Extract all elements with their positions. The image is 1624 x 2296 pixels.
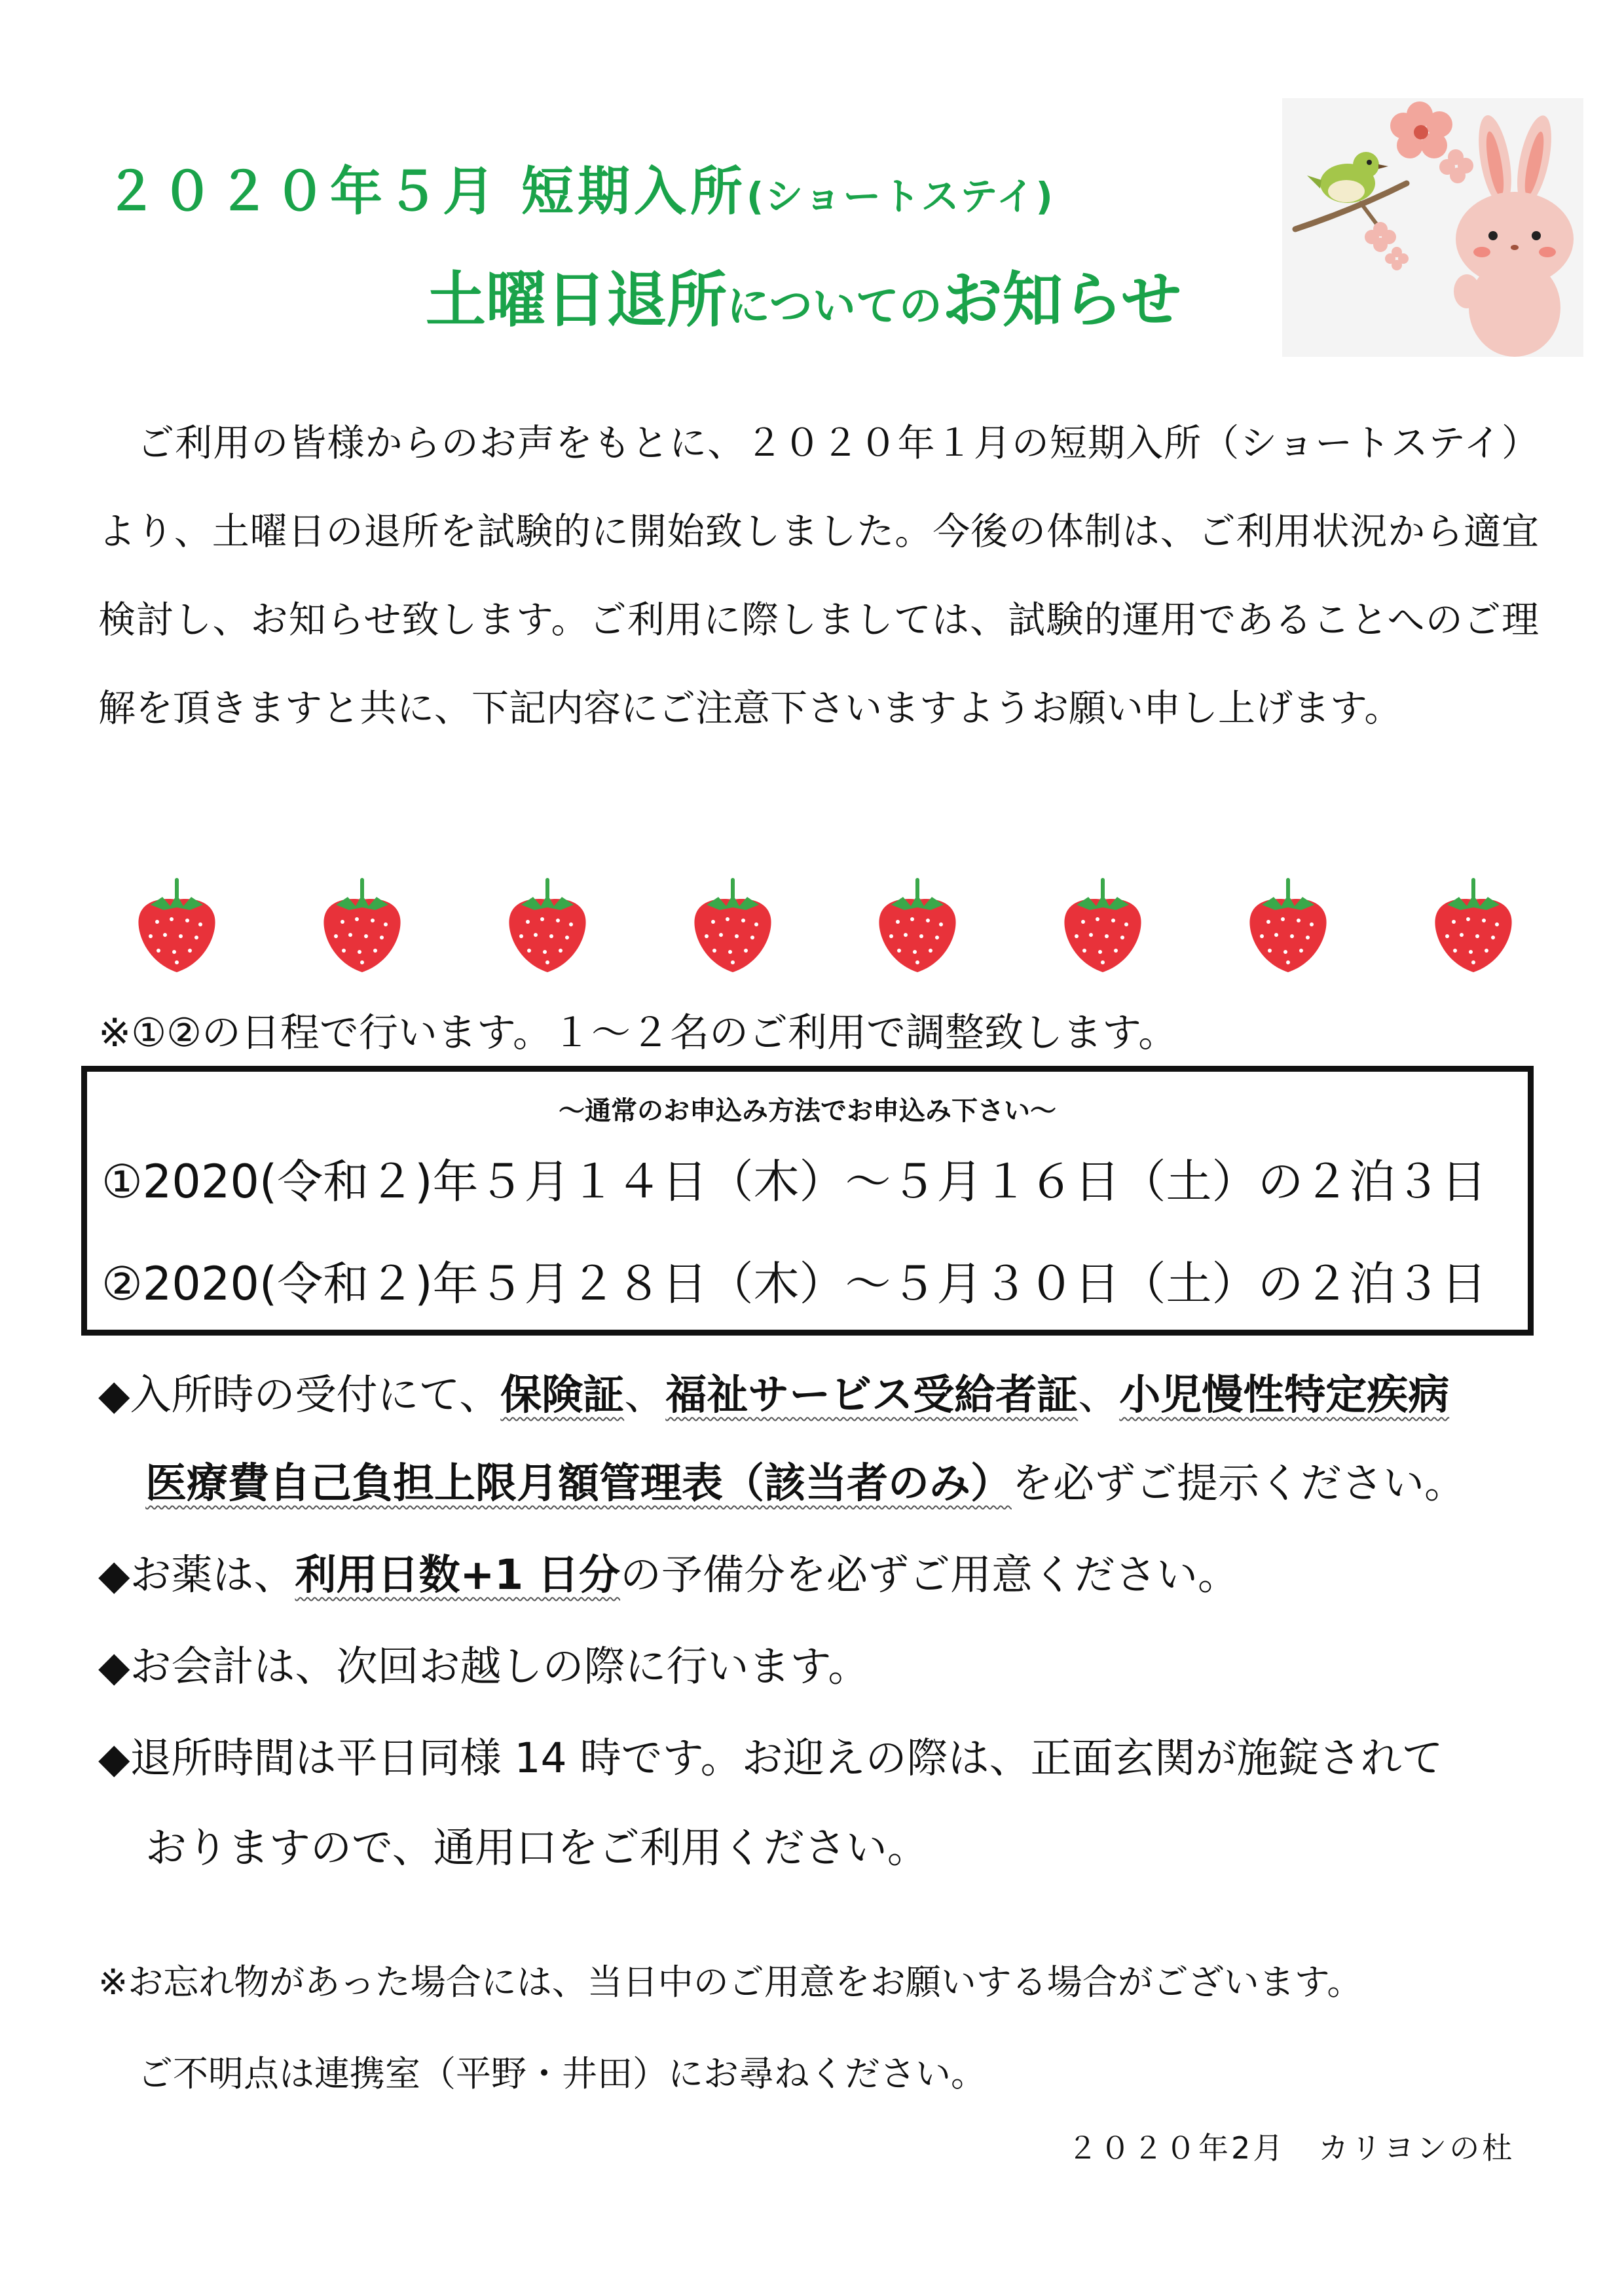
forgotten-items-note: ※お忘れ物があった場合には、当日中のご用意をお願いする場合がございます。 [98, 1961, 1363, 2003]
strawberry-icon [1057, 871, 1149, 975]
insurance-doc2: 福祉サービス受給者証 [665, 1371, 1079, 1419]
footer-signature: ２０２０年2月 カリヨンの杜 [1067, 2130, 1515, 2166]
page-title-line2 [426, 252, 1181, 338]
item-payment: ◆お会計は、次回お越しの際に行います。 [98, 1643, 870, 1690]
strawberry-icon [687, 871, 779, 975]
item-medicine [98, 1542, 1239, 1601]
medicine-suffix: の予備分を必ずご用意ください。 [620, 1551, 1240, 1599]
strawberry-icon [1428, 871, 1519, 975]
title-small: (ショートステイ) [746, 174, 1054, 219]
item-checkout-line1: ◆退所時間は平日同様 14 時です。お迎えの際は、正面玄関が施錠されて [98, 1734, 1443, 1782]
strawberry-icon [316, 871, 408, 975]
box-heading: ～通常のお申込み方法でお申込み下さい～ [559, 1096, 1056, 1126]
title-part-d: お知らせ [942, 265, 1181, 335]
schedule-note: ※①②の日程で行います。１～２名のご利用で調整致します。 [98, 1010, 1178, 1056]
medicine-prefix: ◆お薬は、 [98, 1551, 295, 1599]
item-checkout-line2: おりますので、通用口をご利用ください。 [145, 1824, 929, 1872]
title-main: ２０２０年５月 短期入所 [105, 161, 747, 222]
page-title-line1 [105, 149, 1054, 225]
intro-paragraph [98, 399, 1539, 753]
insurance-prefix: ◆入所時の受付にて、 [98, 1371, 501, 1419]
contact-note: ご不明点は連携室（平野・井田）にお尋ねください。 [138, 2053, 986, 2094]
insurance-doc3: 小児慢性特定疾病 [1119, 1371, 1450, 1419]
strawberry-row [131, 871, 1519, 975]
schedule-date-1: ①2020(令和２)年５月１４日（木）～５月１６日（土）の２泊３日 [101, 1155, 1487, 1209]
insurance-sep1: 、 [624, 1371, 666, 1419]
strawberry-icon [1242, 871, 1334, 975]
title-part-a: 土曜日退所 [426, 265, 728, 335]
schedule-box [81, 1066, 1534, 1336]
insurance-doc1: 保険証 [500, 1371, 625, 1419]
rabbit-bird-illustration [1282, 98, 1583, 357]
strawberry-icon [872, 871, 963, 975]
intro-text: ご利用の皆様からのお声をもとに、２０２０年１月の短期入所（ショートステイ）より、土曜日の退所を試験的に開始致しました。今後の体制は、ご利用状況から適宜検討し、お知らせ致します。ご利用に際しましては、試験的運用であることへのご理解を頂きますと共に、下記内容にご注意下さいますようお願い申し上げます。 [98, 422, 1539, 730]
title-part-c: の [898, 281, 942, 331]
strawberry-icon [502, 871, 593, 975]
title-part-b: について [727, 281, 899, 331]
insurance-suffix: を必ずご提示ください。 [1012, 1459, 1466, 1507]
item-insurance-line1 [98, 1362, 1449, 1421]
schedule-date-2: ②2020(令和２)年５月２８日（木）～５月３０日（土）の２泊３日 [101, 1257, 1487, 1311]
strawberry-icon [131, 871, 223, 975]
medicine-highlight: 利用日数+1 日分 [295, 1551, 621, 1599]
item-insurance-line2 [145, 1450, 1466, 1510]
insurance-doc4: 医療費自己負担上限月額管理表（該当者のみ） [145, 1459, 1012, 1507]
insurance-sep2: 、 [1078, 1371, 1120, 1419]
